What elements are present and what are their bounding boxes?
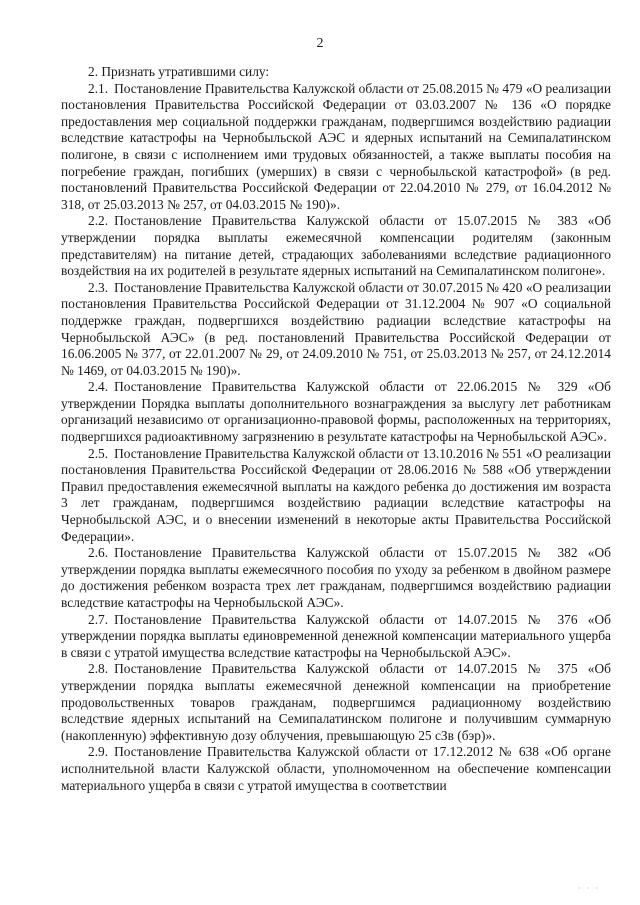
item-text: Постановление Правительства Калужской области от 17.12.2012 № 638 «Об органе исполнительной власти Калужской области, уполномоченном на обеспечение компенсации материального ущерба в связи с утратой имущества в соответствии — [61, 744, 611, 793]
list-item — [61, 545, 611, 611]
list-item — [61, 661, 611, 744]
item-number: 2.4. — [88, 379, 109, 395]
list-item — [61, 213, 611, 279]
list-item — [61, 280, 611, 380]
item-text: Постановление Правительства Калужской области от 30.07.2015 № 420 «О реализации постановления Правительства Российской Федерации от 31.12.2004 № 907 «О социальной поддержке граждан, подвергшихся воздействию радиации вследствие катастрофы на Чернобыльской АЭС» (в ред. постановлений Правительства Российской Федерации от 16.06.2005 № 377, от 22.01.2007 № 29, от 24.09.2010 № 751, от 25.03.2013 № 257, от 24.12.2014 № 1469, от 04.03.2015 № 190)». — [61, 279, 611, 378]
item-text: Постановление Правительства Калужской области от 25.08.2015 № 479 «О реализации постановления Правительства Российской Федерации от 03.03.2007 № 136 «О порядке предоставления мер социальной поддержки гражданам, подвергшимся воздействию радиации вследствие катастрофы на Чернобыльской АЭС и ядерных испытаний на Семипалатинском полигоне, в связи с исполнением ими трудовых обязанностей, а также выплаты пособия на погребение граждан, погибших (умерших) в связи с чернобыльской катастрофой» (в ред. постановлений Правительства Российской Федерации от 22.04.2010 № 279, от 16.04.2012 № 318, от 25.03.2013 № 257, от 04.03.2015 № 190)». — [61, 80, 611, 212]
item-text: Постановление Правительства Калужской области от 15.07.2015 № 382 «Об утверждении порядка выплаты ежемесячного пособия по уходу за ребенком в двойном размере до достижения ребенком возраста трех лет гражданам, подвергшимся воздействию радиации вследствие катастрофы на Чернобыльской АЭС». — [61, 545, 611, 610]
list-item — [61, 81, 611, 214]
list-item — [61, 744, 611, 794]
list-item — [61, 379, 611, 445]
document-body — [61, 64, 611, 794]
item-text: Постановление Правительства Калужской области от 14.07.2015 № 376 «Об утверждении порядка выплаты единовременной денежной компенсации материального ущерба в связи с утратой имущества вследствие катастрофы на Чернобыльской АЭС». — [61, 611, 611, 660]
item-number: 2.3. — [88, 279, 109, 295]
item-number: 2.6. — [88, 545, 109, 561]
item-number: 2.1. — [88, 80, 109, 96]
item-text: Постановление Правительства Калужской области от 14.07.2015 № 375 «Об утверждении порядка выплаты ежемесячной денежной компенсации на приобретение продовольственных товаров гражданам, подвергшимся радиационному воздействию вследствие ядерных испытаний на Семипалатинском полигоне и получившим суммарную (накопленную) эффективную дозу облучения, превышающую 25 сЗв (бэр)». — [61, 661, 611, 743]
item-number: 2.7. — [88, 611, 109, 627]
item-text: Постановление Правительства Калужской области от 15.07.2015 № 383 «Об утверждении порядка выплаты ежемесячной компенсации родителям (законным представителям) на питание детей, страдающих заболеваниями вследствие радиационного воздействия на их родителей в результате ядерных испытаний на Семипалатинском полигоне». — [61, 213, 611, 279]
item-number: 2.9. — [88, 744, 109, 760]
item-text: Постановление Правительства Калужской области от 22.06.2015 № 329 «Об утверждении Порядка выплаты дополнительного вознаграждения за выслугу лет работникам организаций независимо от организационно-правовой формы, расположенных на территориях, подвергшихся радиоактивному загрязнению в результате катастрофы на Чернобыльской АЭС». — [61, 379, 611, 445]
item-number: 2.2. — [88, 213, 109, 229]
scan-artifact: · · · — [578, 884, 600, 893]
item-text: Постановление Правительства Калужской области от 13.10.2016 № 551 «О реализации постановления Правительства Российской Федерации от 28.06.2016 № 588 «Об утверждении Правил предоставления ежемесячной выплаты на каждого ребенка до достижения им возраста 3 лет гражданам, подвергшимся воздействию радиации вследствие катастрофы на Чернобыльской АЭС, и о внесении изменений в некоторые акты Правительства Российской Федерации». — [61, 445, 611, 544]
section-intro: 2. Признать утратившими силу: — [88, 64, 270, 79]
page-number: 2 — [316, 36, 324, 51]
list-item — [61, 612, 611, 662]
item-number: 2.5. — [88, 445, 109, 461]
list-item — [61, 446, 611, 546]
item-number: 2.8. — [88, 661, 109, 677]
